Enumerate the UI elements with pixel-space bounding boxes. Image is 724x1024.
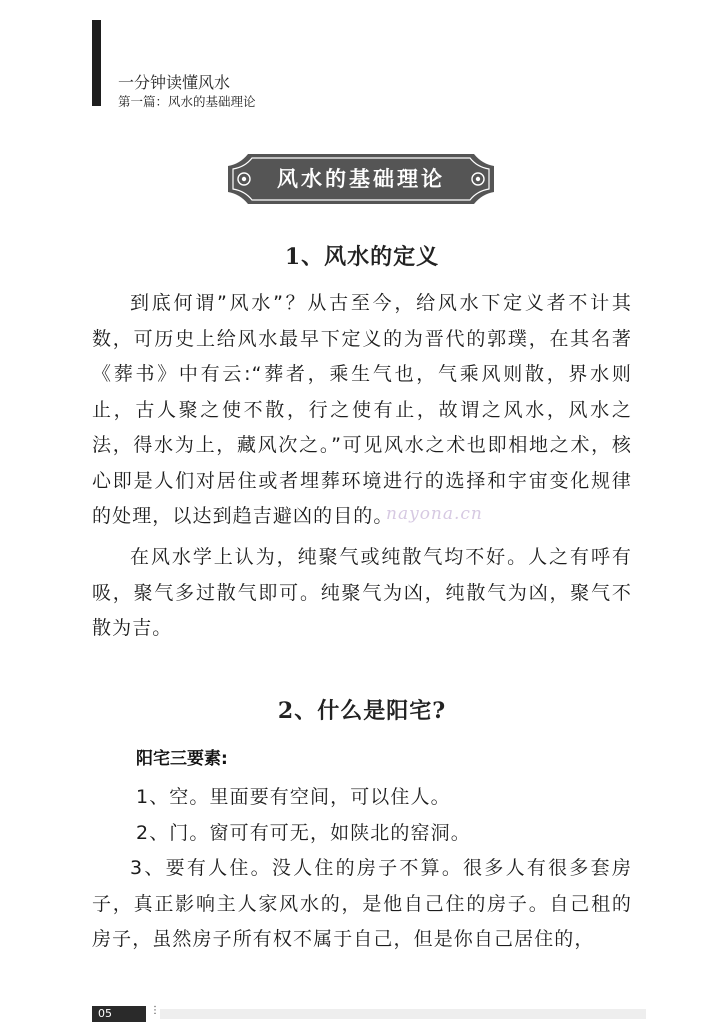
watermark: nayona.cn: [386, 504, 483, 524]
footer-rule: [160, 1009, 646, 1019]
list-item: 1、空。里面要有空间，可以住人。: [136, 786, 451, 808]
book-title: 一分钟读懂风水: [118, 73, 231, 92]
chapter-subtitle: 第一篇：风水的基础理论: [118, 94, 256, 109]
header-accent-bar: [92, 20, 101, 106]
section-heading-yangzhai: 2、什么是阳宅?: [277, 698, 447, 724]
subheading-three-elements: 阳宅三要素:: [136, 749, 228, 769]
page-number: 05: [92, 1006, 146, 1022]
chapter-banner: [226, 152, 496, 206]
paragraph-qi: 在风水学上认为，纯聚气或纯散气均不好。人之有呼有吸，聚气多过散气即可。纯聚气为凶，纯散气为凶，聚气不散为吉。: [92, 546, 632, 639]
paragraph-residence: 3、要有人住。没人住的房子不算。很多人有很多套房子，真正影响主人家风水的，是他自己住的房子。自己租的房子，虽然房子所有权不属于自己，但是你自己居住的，: [92, 857, 632, 950]
section-heading-definition: 1、风水的定义: [284, 244, 440, 270]
banner-title: 风水的基础理论: [277, 166, 445, 191]
footer-dots-icon: ⋮: [150, 1005, 160, 1016]
paragraph-definition: 到底何谓”风水”？从古至今，给风水下定义者不计其数，可历史上给风水最早下定义的为晋代的郭璞，在其名著《葬书》中有云:“葬者，乘生气也，气乘风则散，界水则止，古人聚之使不散，行之使有止，故谓之风水，风水之法，得水为上，藏风次之。”可见风水之术也即相地之术，核心即是人们对居住或者埋葬环境进行的选择和宇宙变化规律的处理，以达到趋吉避凶的目的。: [92, 292, 632, 527]
list-item: 2、门。窗可有可无，如陕北的窑洞。: [136, 822, 471, 844]
